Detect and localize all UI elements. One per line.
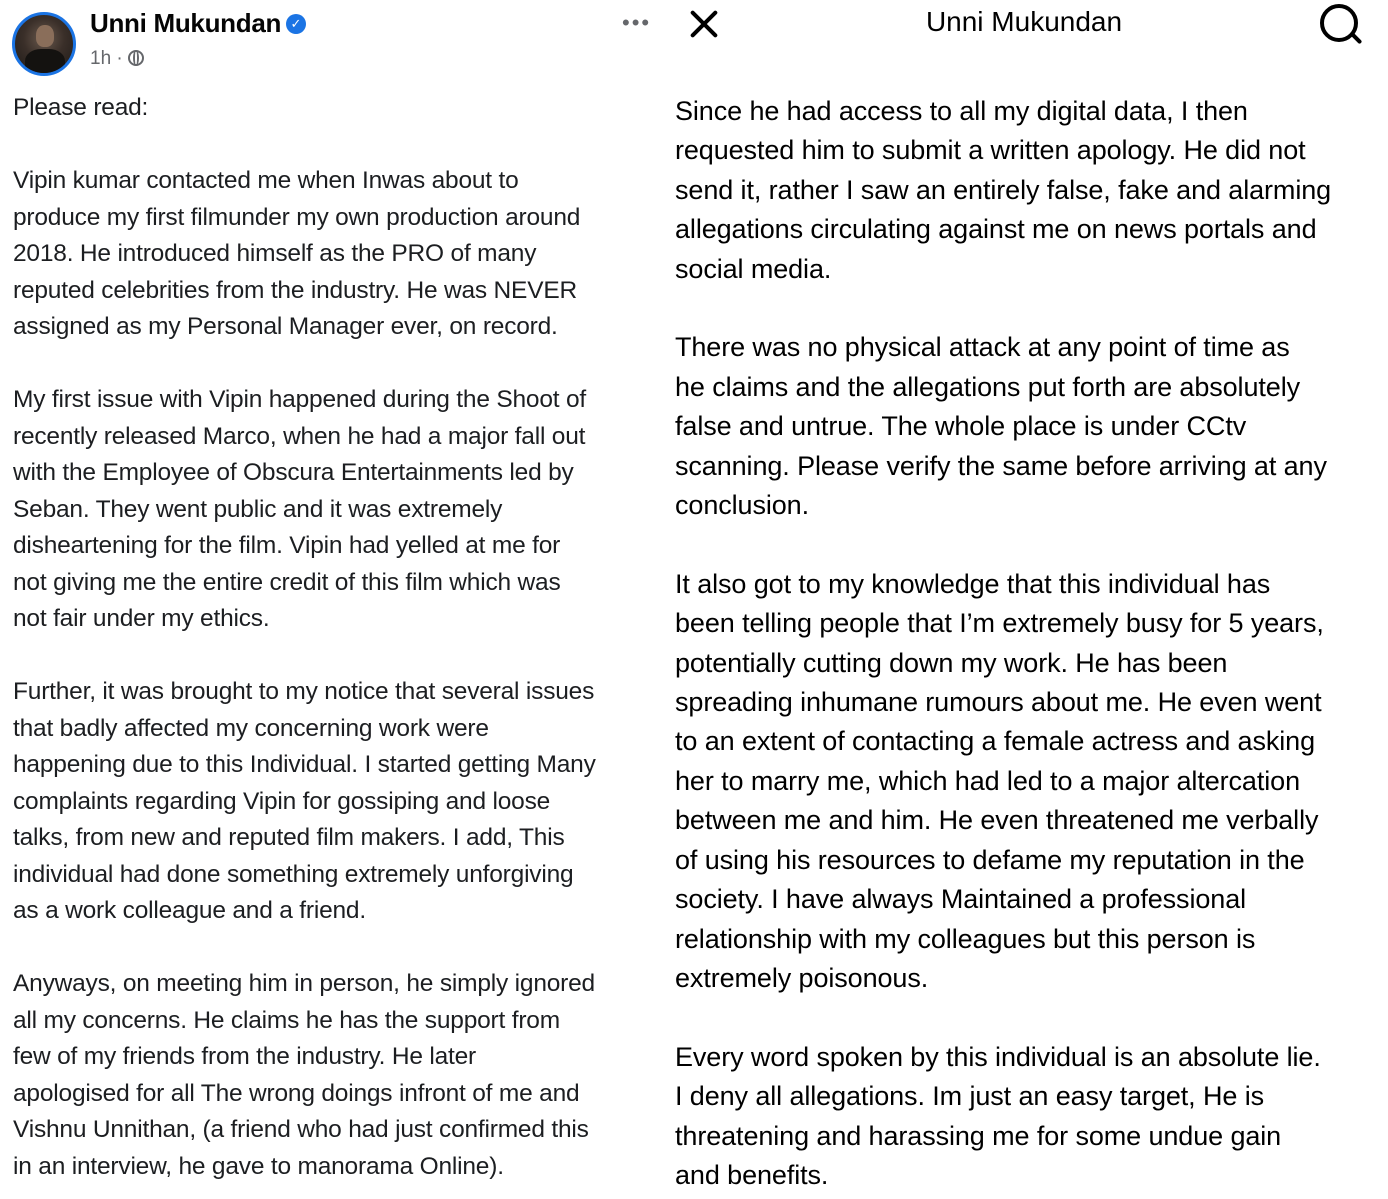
reader-paragraph: Every word spoken by this individual is an absolute lie. I deny all allegations. Im just an easy target, He is threatening and harassing me for some undue gain and benefits. bbox=[675, 1041, 1321, 1190]
verified-badge-icon: ✓ bbox=[286, 14, 306, 34]
reader-body bbox=[675, 92, 1375, 1195]
reader-paragraph: It also got to my knowledge that this individual has been telling people that I’m extremely busy for 5 years, potentially cutting down my work. He has been spreading inhumane rumours about me. He even went to an extent of contacting a female actress and asking her to marry me, which had led to a major altercation between me and him. He even threatened me verbally of using his resources to defame my reputation in the society. I have always Maintained a professional relationship with my colleagues but this person is extremely poisonous. bbox=[675, 568, 1324, 993]
post-author-name[interactable]: Unni Mukundan bbox=[90, 8, 282, 38]
reader-view-panel bbox=[660, 0, 1388, 1199]
facebook-post-panel bbox=[0, 0, 660, 1199]
post-paragraph: Vipin kumar contacted me when Inwas about to produce my first filmunder my own production around 2018. He introduced himself as the PRO of many reputed celebrities from the industry. He was NEVER assigned as my Personal Manager ever, on record. bbox=[13, 167, 581, 340]
post-paragraph: Anyways, on meeting him in person, he simply ignored all my concerns. He claims he has the support from few of my friends from the industry. He later apologised for all The wrong doings infront of me and Vishnu Unnithan, (a friend who had just confirmed this in an interview, he gave to manorama Online). bbox=[13, 970, 595, 1180]
avatar-head bbox=[36, 25, 54, 47]
globe-icon bbox=[128, 50, 144, 66]
reader-paragraph: There was no physical attack at any point of time as he claims and the allegations put forth are absolutely false and untrue. The whole place is under CCtv scanning. Please verify the same before arriving at any conclusion. bbox=[675, 332, 1327, 521]
post-paragraph: My first issue with Vipin happened during the Shoot of recently released Marco, when he had a major fall out with the Employee of Obscura Entertainments led by Seban. They went public and it was extremely disheartening for the film. Vipin had yelled at me for not giving me the entire credit of this film which was not fair under my ethics. bbox=[13, 386, 587, 632]
reader-paragraph: Since he had access to all my digital data, I then requested him to submit a written apology. He did not send it, rather I saw an entirely false, fake and alarming allegations circulating against me on news portals and social media. bbox=[675, 96, 1332, 284]
post-paragraph: Please read: bbox=[13, 94, 149, 121]
post-timestamp[interactable]: 1h bbox=[90, 48, 112, 69]
post-meta bbox=[90, 48, 144, 70]
avatar-body bbox=[25, 49, 65, 76]
avatar[interactable] bbox=[12, 12, 76, 76]
meta-separator: · bbox=[116, 48, 129, 69]
more-options-icon[interactable]: ••• bbox=[622, 10, 652, 35]
post-body bbox=[13, 90, 658, 1185]
post-paragraph: Further, it was brought to my notice that several issues that badly affected my concerning work were happening due to this Individual. I started getting Many complaints regarding Vipin for gossiping and loose talks, from new and reputed film makers. I add, This individual had done something extremely unforgiving as a work colleague and a friend. bbox=[13, 678, 596, 924]
search-icon[interactable] bbox=[1318, 2, 1364, 48]
reader-title: Unni Mukundan bbox=[925, 6, 1123, 37]
